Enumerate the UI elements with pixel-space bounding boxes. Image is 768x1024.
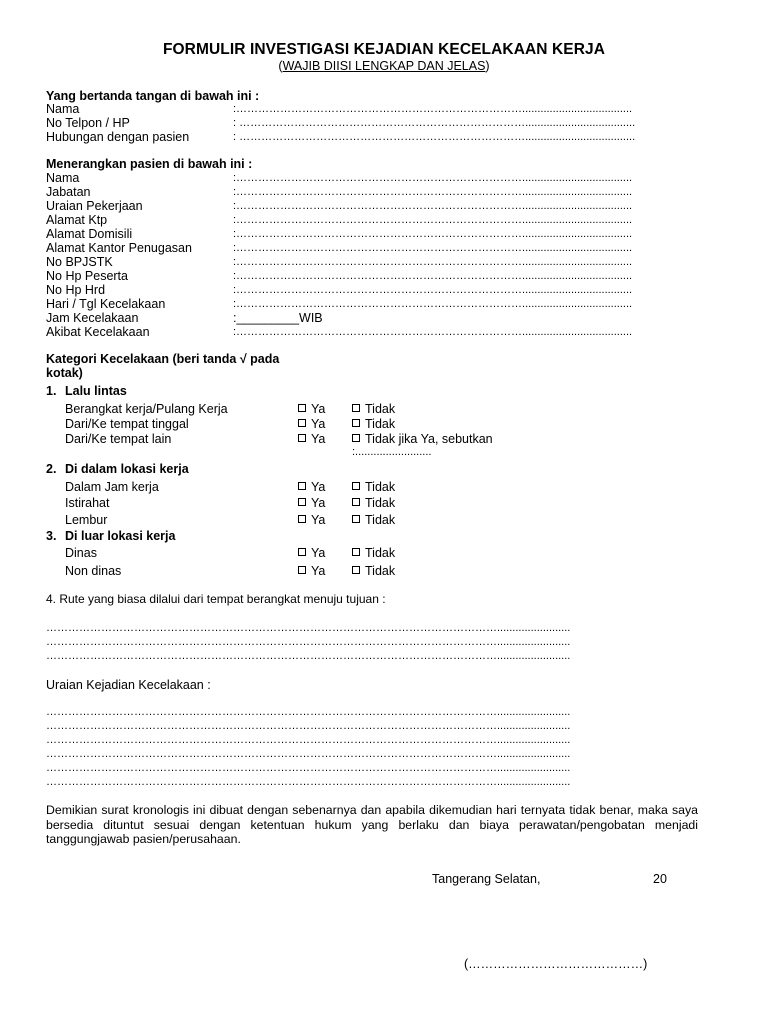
signer-relation-label: Hubungan dengan pasien bbox=[46, 130, 190, 144]
accident-date-field[interactable]: :…………………………………………………………………….................................... bbox=[233, 298, 633, 310]
tidak-label: Tidak bbox=[365, 480, 396, 494]
signer-relation-field[interactable]: : …………………………………………………………………….................................... bbox=[233, 131, 636, 143]
accident-result-label: Akibat Kecelakaan bbox=[46, 325, 150, 339]
item-commute-ya[interactable] bbox=[298, 402, 325, 416]
group-3-title: Di luar lokasi kerja bbox=[65, 529, 176, 543]
category-heading-line2: kotak) bbox=[46, 366, 83, 380]
ya-label: Ya bbox=[311, 564, 326, 578]
item-other-place-ya[interactable] bbox=[298, 432, 325, 446]
tidak-label: Tidak bbox=[365, 513, 396, 527]
subtitle-text: WAJIB DIISI LENGKAP DAN JELAS bbox=[282, 59, 486, 73]
year-label: 20 bbox=[653, 872, 667, 886]
item-duty-ya[interactable] bbox=[298, 546, 325, 560]
group-1-number: 1. bbox=[46, 384, 57, 398]
patient-domicile-label: Alamat Domisili bbox=[46, 227, 133, 241]
signer-phone-label: No Telpon / HP bbox=[46, 116, 130, 130]
description-line[interactable]: ……………………………………………………………………………………………………………........................ bbox=[46, 762, 571, 774]
description-line[interactable]: ……………………………………………………………………………………………………………........................ bbox=[46, 720, 571, 732]
item-work-hours-ya[interactable] bbox=[298, 480, 325, 494]
item-home-ya[interactable] bbox=[298, 417, 325, 431]
checkbox-icon bbox=[298, 566, 306, 574]
checkbox-icon bbox=[298, 419, 306, 427]
patient-bpjstk-field[interactable]: :…………………………………………………………………….................................... bbox=[233, 256, 633, 268]
item-rest-label: Istirahat bbox=[65, 496, 110, 510]
subtitle-open: ( bbox=[278, 59, 283, 73]
patient-job-field[interactable]: :…………………………………………………………………….................................... bbox=[233, 200, 633, 212]
subtitle-close: ) bbox=[485, 59, 490, 73]
ya-label: Ya bbox=[311, 513, 326, 527]
accident-result-field[interactable]: :…………………………………………………………………….................................... bbox=[233, 326, 633, 338]
item-home-tidak[interactable] bbox=[352, 417, 395, 431]
checkbox-icon bbox=[352, 548, 360, 556]
signer-name-field[interactable]: :…………………………………………………………………….................................... bbox=[233, 103, 633, 115]
patient-domicile-field[interactable]: :…………………………………………………………………….................................... bbox=[233, 228, 633, 240]
route-line[interactable]: ……………………………………………………………………………………………………………........................ bbox=[46, 636, 571, 648]
description-line[interactable]: ……………………………………………………………………………………………………………........................ bbox=[46, 706, 571, 718]
description-line[interactable]: ……………………………………………………………………………………………………………........................ bbox=[46, 776, 571, 788]
statement-paragraph: Demikian surat kronologis ini dibuat dengan sebenarnya dan apabila dikemudian hari ternyata tidak benar, maka saya bersedia dituntut sesuai dengan ketentuan hukum yang berlaku dan biaya perawatan/pengobatan menjadi tanggungjawab pasien/perusahaan. bbox=[46, 803, 698, 846]
item-overtime-ya[interactable] bbox=[298, 513, 325, 527]
checkbox-icon bbox=[298, 434, 306, 442]
patient-ktp-address-label: Alamat Ktp bbox=[46, 213, 108, 227]
item-overtime-label: Lembur bbox=[65, 513, 108, 527]
checkbox-icon bbox=[352, 482, 360, 490]
checkbox-icon bbox=[298, 498, 306, 506]
patient-name-field[interactable]: :…………………………………………………………………….................................... bbox=[233, 172, 633, 184]
description-label: Uraian Kejadian Kecelakaan : bbox=[46, 678, 211, 692]
place-label: Tangerang Selatan, bbox=[432, 872, 541, 886]
checkbox-icon bbox=[298, 482, 306, 490]
ya-label: Ya bbox=[311, 432, 326, 446]
form-subtitle bbox=[0, 59, 768, 73]
item-duty-tidak[interactable] bbox=[352, 546, 395, 560]
tidak-label: Tidak bbox=[365, 432, 396, 446]
item-work-hours-tidak[interactable] bbox=[352, 480, 395, 494]
route-line[interactable]: ……………………………………………………………………………………………………………........................ bbox=[46, 622, 571, 634]
signer-phone-field[interactable]: : …………………………………………………………………….................................... bbox=[233, 117, 636, 129]
patient-name-label: Nama bbox=[46, 171, 80, 185]
patient-job-label: Uraian Pekerjaan bbox=[46, 199, 143, 213]
item-other-place-tidak[interactable] bbox=[352, 432, 493, 446]
checkbox-icon bbox=[352, 434, 360, 442]
form-title: FORMULIR INVESTIGASI KEJADIAN KECELAKAAN KERJA bbox=[162, 41, 606, 58]
checkbox-icon bbox=[352, 498, 360, 506]
signer-heading: Yang bertanda tangan di bawah ini : bbox=[46, 89, 260, 103]
other-place-specify-field[interactable]: :......................... bbox=[352, 446, 432, 458]
checkbox-icon bbox=[352, 566, 360, 574]
tidak-label: Tidak bbox=[365, 402, 396, 416]
ya-label: Ya bbox=[311, 480, 326, 494]
item-commute-label: Berangkat kerja/Pulang Kerja bbox=[65, 402, 228, 416]
signature-line[interactable]: (……………………………………) bbox=[464, 957, 648, 971]
ya-label: Ya bbox=[311, 417, 326, 431]
hrd-phone-label: No Hp Hrd bbox=[46, 283, 106, 297]
accident-date-label: Hari / Tgl Kecelakaan bbox=[46, 297, 166, 311]
patient-bpjstk-label: No BPJSTK bbox=[46, 255, 113, 269]
item-other-place-label: Dari/Ke tempat lain bbox=[65, 432, 172, 446]
item-overtime-tidak[interactable] bbox=[352, 513, 395, 527]
checkbox-icon bbox=[352, 515, 360, 523]
ya-label: Ya bbox=[311, 402, 326, 416]
item-home-label: Dari/Ke tempat tinggal bbox=[65, 417, 189, 431]
patient-office-field[interactable]: :…………………………………………………………………….................................... bbox=[233, 242, 633, 254]
hrd-phone-field[interactable]: :…………………………………………………………………….................................... bbox=[233, 284, 633, 296]
checkbox-icon bbox=[298, 548, 306, 556]
item-non-duty-ya[interactable] bbox=[298, 564, 325, 578]
patient-heading: Menerangkan pasien di bawah ini : bbox=[46, 157, 253, 171]
group-2-title: Di dalam lokasi kerja bbox=[65, 462, 189, 476]
item-non-duty-label: Non dinas bbox=[65, 564, 122, 578]
description-line[interactable]: ……………………………………………………………………………………………………………........................ bbox=[46, 734, 571, 746]
item-non-duty-tidak[interactable] bbox=[352, 564, 395, 578]
checkbox-icon bbox=[298, 404, 306, 412]
tidak-label: Tidak bbox=[365, 546, 396, 560]
route-line[interactable]: ……………………………………………………………………………………………………………........................ bbox=[46, 650, 571, 662]
patient-position-label: Jabatan bbox=[46, 185, 91, 199]
patient-phone-field[interactable]: :…………………………………………………………………….................................... bbox=[233, 270, 633, 282]
item-rest-tidak[interactable] bbox=[352, 496, 395, 510]
tidak-label: Tidak bbox=[365, 564, 396, 578]
patient-ktp-address-field[interactable]: :…………………………………………………………………….................................... bbox=[233, 214, 633, 226]
patient-office-label: Alamat Kantor Penugasan bbox=[46, 241, 192, 255]
item-commute-tidak[interactable] bbox=[352, 402, 395, 416]
description-line[interactable]: ……………………………………………………………………………………………………………........................ bbox=[46, 748, 571, 760]
item-rest-ya[interactable] bbox=[298, 496, 325, 510]
group-2-number: 2. bbox=[46, 462, 57, 476]
item-duty-label: Dinas bbox=[65, 546, 97, 560]
tidak-label: Tidak bbox=[365, 417, 396, 431]
patient-position-field[interactable]: :…………………………………………………………………….................................... bbox=[233, 186, 633, 198]
ya-label: Ya bbox=[311, 496, 326, 510]
accident-time-field[interactable]: :_________WIB bbox=[233, 311, 323, 325]
category-heading-line1: Kategori Kecelakaan (beri tanda √ pada bbox=[46, 352, 280, 366]
ya-label: Ya bbox=[311, 546, 326, 560]
accident-time-label: Jam Kecelakaan bbox=[46, 311, 139, 325]
item-work-hours-label: Dalam Jam kerja bbox=[65, 480, 159, 494]
group-1-title: Lalu lintas bbox=[65, 384, 127, 398]
tidak-label: Tidak bbox=[365, 496, 396, 510]
signer-name-label: Nama bbox=[46, 102, 80, 116]
route-label: 4. Rute yang biasa dilalui dari tempat berangkat menuju tujuan : bbox=[46, 592, 386, 606]
checkbox-icon bbox=[298, 515, 306, 523]
other-suffix: jika Ya, sebutkan bbox=[395, 432, 493, 446]
checkbox-icon bbox=[352, 404, 360, 412]
checkbox-icon bbox=[352, 419, 360, 427]
patient-phone-label: No Hp Peserta bbox=[46, 269, 128, 283]
group-3-number: 3. bbox=[46, 529, 57, 543]
